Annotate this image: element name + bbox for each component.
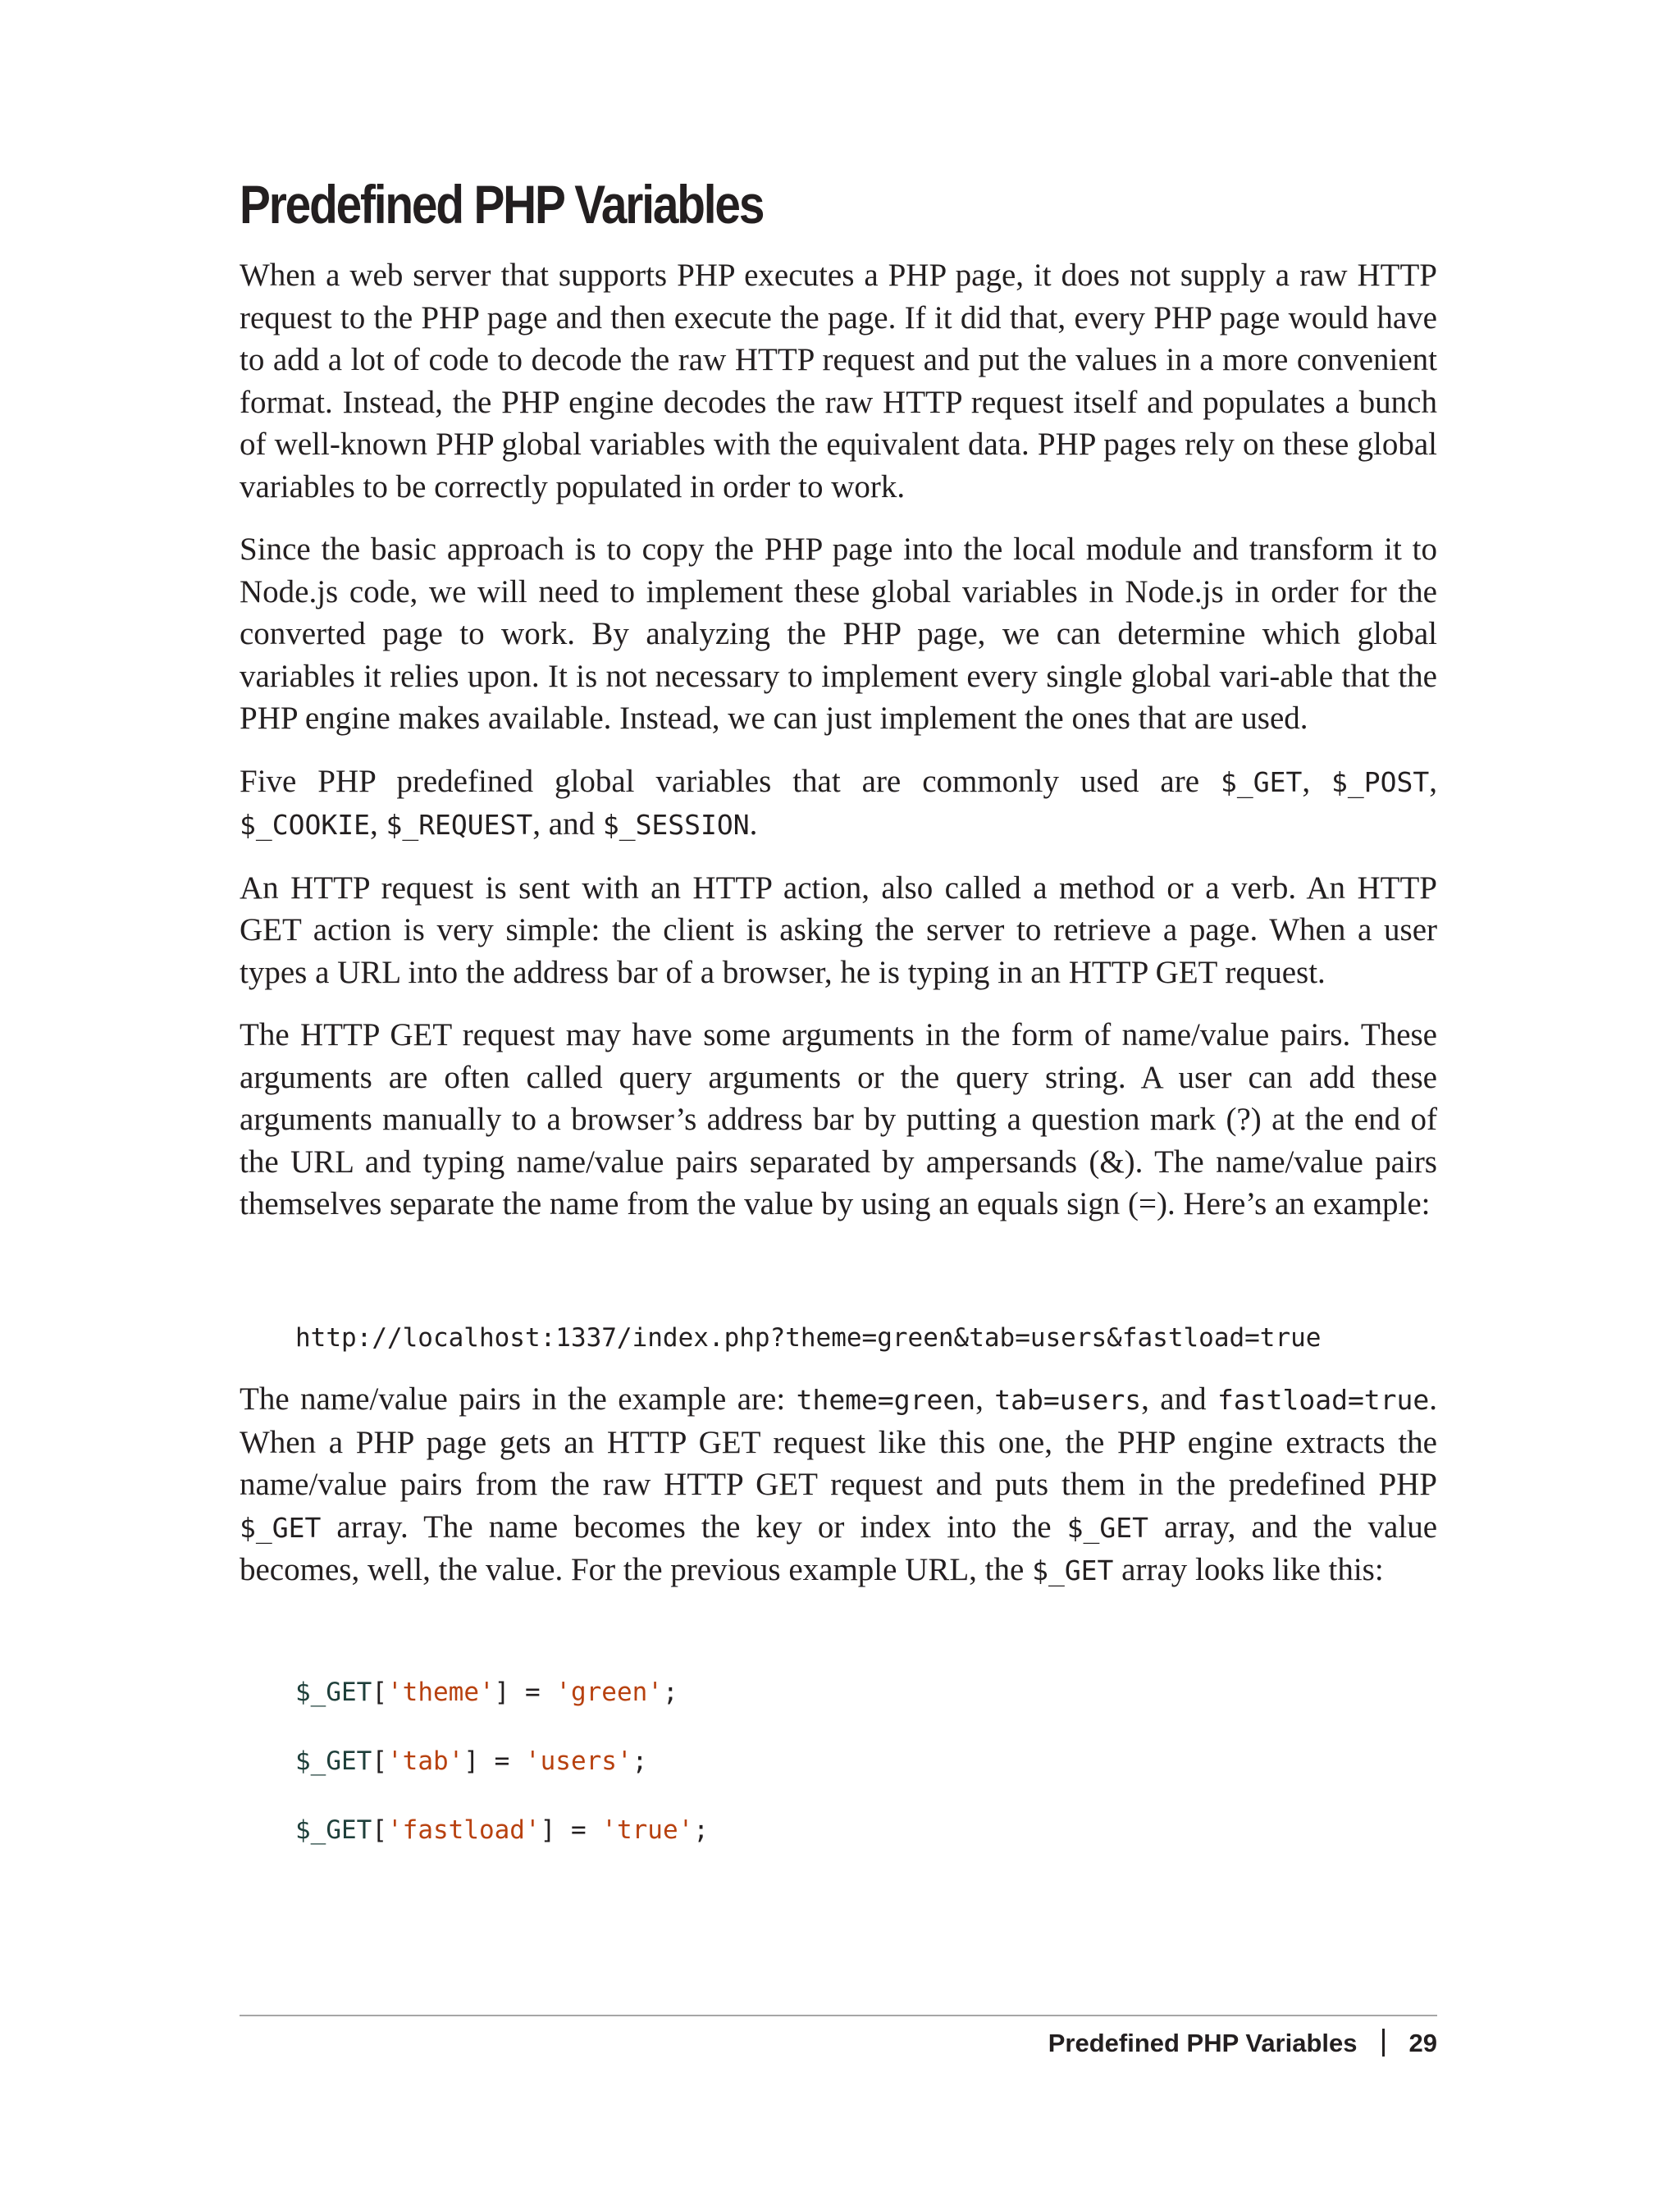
paragraph-6 bbox=[240, 1378, 1437, 1592]
code-punct: ; bbox=[693, 1815, 709, 1845]
footer-separator bbox=[1382, 2029, 1385, 2057]
and-1: , and bbox=[532, 806, 603, 842]
and-2: , and bbox=[1141, 1381, 1217, 1417]
code-key: 'theme' bbox=[387, 1678, 495, 1707]
var-request: $_REQUEST bbox=[386, 809, 533, 841]
code-punct: [ bbox=[372, 1815, 387, 1845]
paragraph-6-mid: . When a PHP page gets an HTTP GET request like this one, the PHP engine extracts the name/value pairs from the raw HTTP GET request and puts them in the predefined PHP bbox=[240, 1381, 1438, 1502]
paragraph-2: Since the basic approach is to copy the PHP page into the local module and transform it to Node.js code, we will need to implement these global variables in Node.js in order for the converted page to work. By analyzing the PHP page, we can determine which global variables it relies upon. It is not necessary to implement every single global vari-able that the PHP engine makes available. Instead, we can just implement the ones that are used. bbox=[240, 532, 1437, 736]
code-punct: [ bbox=[372, 1678, 387, 1707]
paragraph-3 bbox=[240, 760, 1437, 847]
pair-theme: theme=green bbox=[796, 1384, 976, 1416]
code-block bbox=[295, 1641, 1436, 1916]
code-punct: ; bbox=[632, 1746, 648, 1776]
var-get-3: $_GET bbox=[1032, 1554, 1114, 1586]
comma-3: , bbox=[369, 806, 386, 842]
code-key: 'fastload' bbox=[387, 1815, 541, 1845]
paragraph-5: The HTTP GET request may have some arguments in the form of name/value pairs. These arguments are often called query arguments or the query string. A user can add these arguments manually to a browser’s address bar by putting a question mark (?) at the end of the URL and typing name/value pairs separated by ampersands (&). The name/value pairs themselves separate the name from the value by using an equals sign (=). Here’s an example: bbox=[240, 1017, 1437, 1221]
code-line bbox=[295, 1813, 1436, 1847]
comma-1: , bbox=[1302, 763, 1332, 799]
code-punct: ] = bbox=[494, 1678, 556, 1707]
paragraph-6-mid3: array, and the value becomes, well, the value. For the previous example URL, the bbox=[240, 1509, 1437, 1587]
comma-4: , bbox=[975, 1381, 995, 1417]
example-url: http://localhost:1337/index.php?theme=green&tab=users&fastload=true bbox=[295, 1323, 1322, 1353]
code-value: 'true' bbox=[601, 1815, 694, 1845]
section-heading: Predefined PHP Variables bbox=[240, 174, 764, 235]
var-get: $_GET bbox=[1220, 765, 1303, 798]
pair-tab: tab=users bbox=[994, 1384, 1142, 1416]
code-value: 'users' bbox=[524, 1746, 632, 1776]
paragraph-6-intro: The name/value pairs in the example are: bbox=[240, 1381, 797, 1417]
code-var: $_GET bbox=[295, 1678, 372, 1707]
body-text-block-2 bbox=[240, 1378, 1437, 1613]
paragraph-3-intro: Five PHP predefined global variables that are commonly used are bbox=[240, 763, 1221, 799]
code-line bbox=[295, 1675, 1436, 1710]
code-punct: ] = bbox=[540, 1815, 602, 1845]
footer-section-title: Predefined PHP Variables bbox=[1048, 2029, 1358, 2057]
code-key: 'tab' bbox=[387, 1746, 464, 1776]
var-cookie: $_COOKIE bbox=[240, 809, 370, 841]
paragraph-6-end: array looks like this: bbox=[1113, 1552, 1384, 1587]
comma-2: , bbox=[1429, 763, 1438, 799]
code-value: 'green' bbox=[555, 1678, 663, 1707]
code-punct: ; bbox=[662, 1678, 678, 1707]
code-punct: ] = bbox=[463, 1746, 525, 1776]
period-1: . bbox=[749, 806, 758, 842]
footer-rule bbox=[240, 2015, 1437, 2016]
pair-fastload: fastload=true bbox=[1217, 1384, 1430, 1416]
var-post: $_POST bbox=[1331, 765, 1430, 798]
code-var: $_GET bbox=[295, 1746, 372, 1776]
paragraph-4: An HTTP request is sent with an HTTP action, also called a method or a verb. An HTTP GET action is very simple: the client is asking the server to retrieve a page. When a user types a URL into the address bar of a browser, he is typing in an HTTP GET request. bbox=[240, 870, 1437, 990]
paragraph-6-mid2: array. The name becomes the key or index into the bbox=[321, 1509, 1067, 1545]
var-get-1: $_GET bbox=[240, 1511, 322, 1544]
code-punct: [ bbox=[372, 1746, 387, 1776]
code-line bbox=[295, 1744, 1436, 1778]
body-text-block bbox=[240, 254, 1437, 1246]
page-number: 29 bbox=[1408, 2029, 1437, 2057]
page-footer bbox=[1048, 2023, 1437, 2064]
var-get-2: $_GET bbox=[1066, 1511, 1148, 1544]
var-session: $_SESSION bbox=[602, 809, 750, 841]
code-var: $_GET bbox=[295, 1815, 372, 1845]
paragraph-1: When a web server that supports PHP executes a PHP page, it does not supply a raw HTTP request to the PHP page and then execute the page. If it did that, every PHP page would have to add a lot of code to decode the raw HTTP request and put the values in a more convenient format. Instead, the PHP engine decodes the raw HTTP request itself and populates a bunch of well-known PHP global variables with the equivalent data. PHP pages rely on these global variables to be correctly populated in order to work. bbox=[240, 258, 1437, 504]
